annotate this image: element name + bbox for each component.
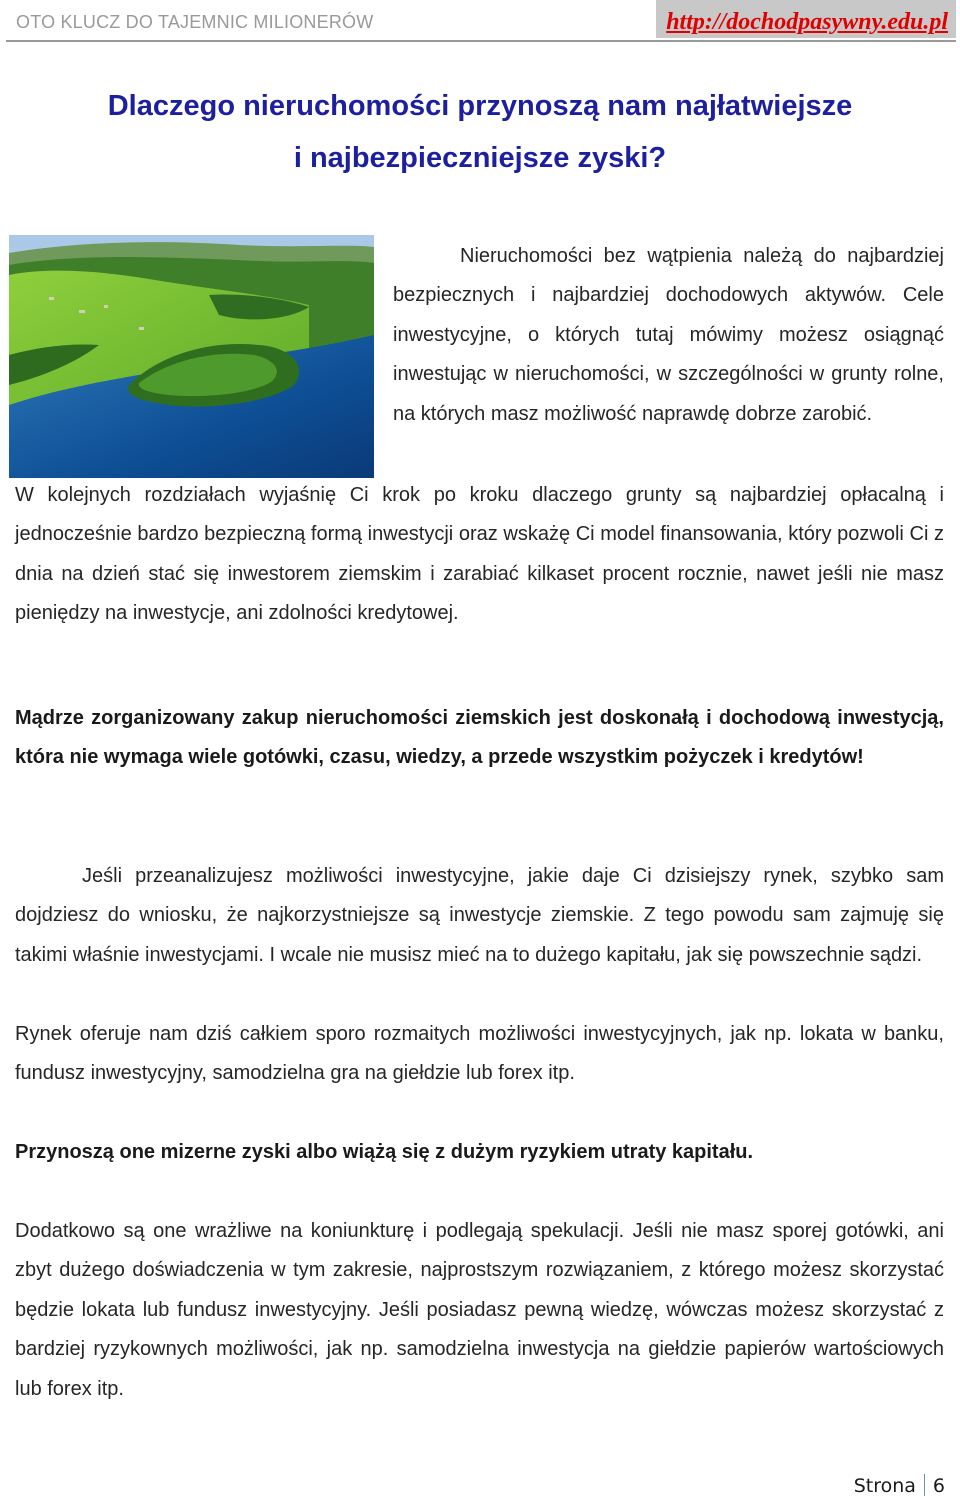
paragraph-6: Dodatkowo są one wrażliwe na koniunkturę i podlegają spekulacji. Jeśli nie masz sporej gotówki, ani zbyt dużego doświadczenia w tym zakresie, najprostszym rozwiązaniem, z którego możesz skorzystać będzie lokata lub fundusz inwestycyjny. Jeśli posiadasz pewną wiedzę, wówczas możesz skorzystać z bardziej ryzykownych możliwości, jak np. samodzielna inwestycja na giełdzie papierów wartościowych lub forex itp.: [15, 1220, 944, 1400]
intro-paragraph: [393, 237, 944, 434]
paragraph-3: Jeśli przeanalizujesz możliwości inwestycyjne, jakie daje Ci dzisiejszy rynek, szybko sam dojdziesz do wniosku, że najkorzystniejsze są inwestycje ziemskie. Z tego powodu sam zajmuję się takimi właśnie inwestycjami. I wcale nie musisz mieć na to dużego kapitału, jak się powszechnie sądzi.: [15, 865, 944, 966]
header-title: OTO KLUCZ DO TAJEMNIC MILIONERÓW: [16, 12, 374, 32]
title-line-2: i najbezpieczniejsze zyski?: [293, 142, 667, 174]
page-title: [40, 80, 920, 184]
page-footer: [854, 1474, 945, 1497]
footer-divider: [924, 1474, 925, 1496]
header-link[interactable]: http://dochodpasywny.edu.pl: [656, 0, 956, 38]
page-header: [6, 0, 956, 42]
title-line-1: Dlaczego nieruchomości przynoszą nam najłatwiejsze: [107, 90, 853, 122]
paragraph-1: W kolejnych rozdziałach wyjaśnię Ci krok po kroku dlaczego grunty są najbardziej opłacalną i jednocześnie bardzo bezpieczną formą inwestycji oraz wskażę Ci model finansowania, który pozwoli Ci z dnia na dzień stać się inwestorem ziemskim i zarabiać kilkaset procent rocznie, nawet jeśli nie masz pieniędzy na inwestycje, ani zdolności kredytowej.: [15, 484, 944, 625]
landscape-photo: [9, 235, 374, 478]
footer-label: Strona: [853, 1475, 916, 1497]
page-number: 6: [932, 1475, 945, 1497]
bold-statement-2: Przynoszą one mizerne zyski albo wiążą się z dużym ryzykiem utraty kapitału.: [15, 1141, 754, 1163]
paragraph-4: Rynek oferuje nam dziś całkiem sporo rozmaitych możliwości inwestycyjnych, jak np. lokata w banku, fundusz inwestycyjny, samodzielna gra na giełdzie lub forex itp.: [15, 1023, 944, 1085]
bold-statement-1: Mądrze zorganizowany zakup nieruchomości ziemskich jest doskonałą i dochodową inwestycją, która nie wymaga wiele gotówki, czasu, wiedzy, a przede wszystkim pożyczek i kredytów!: [15, 707, 944, 769]
intro-text: Nieruchomości bez wątpienia należą do najbardziej bezpiecznych i najbardziej dochodowych aktywów. Cele inwestycyjne, o których tutaj mówimy możesz osiągnąć inwestując w nieruchomości, w szczególności w grunty rolne, na których masz możliwość naprawdę dobrze zarobić.: [393, 245, 944, 425]
